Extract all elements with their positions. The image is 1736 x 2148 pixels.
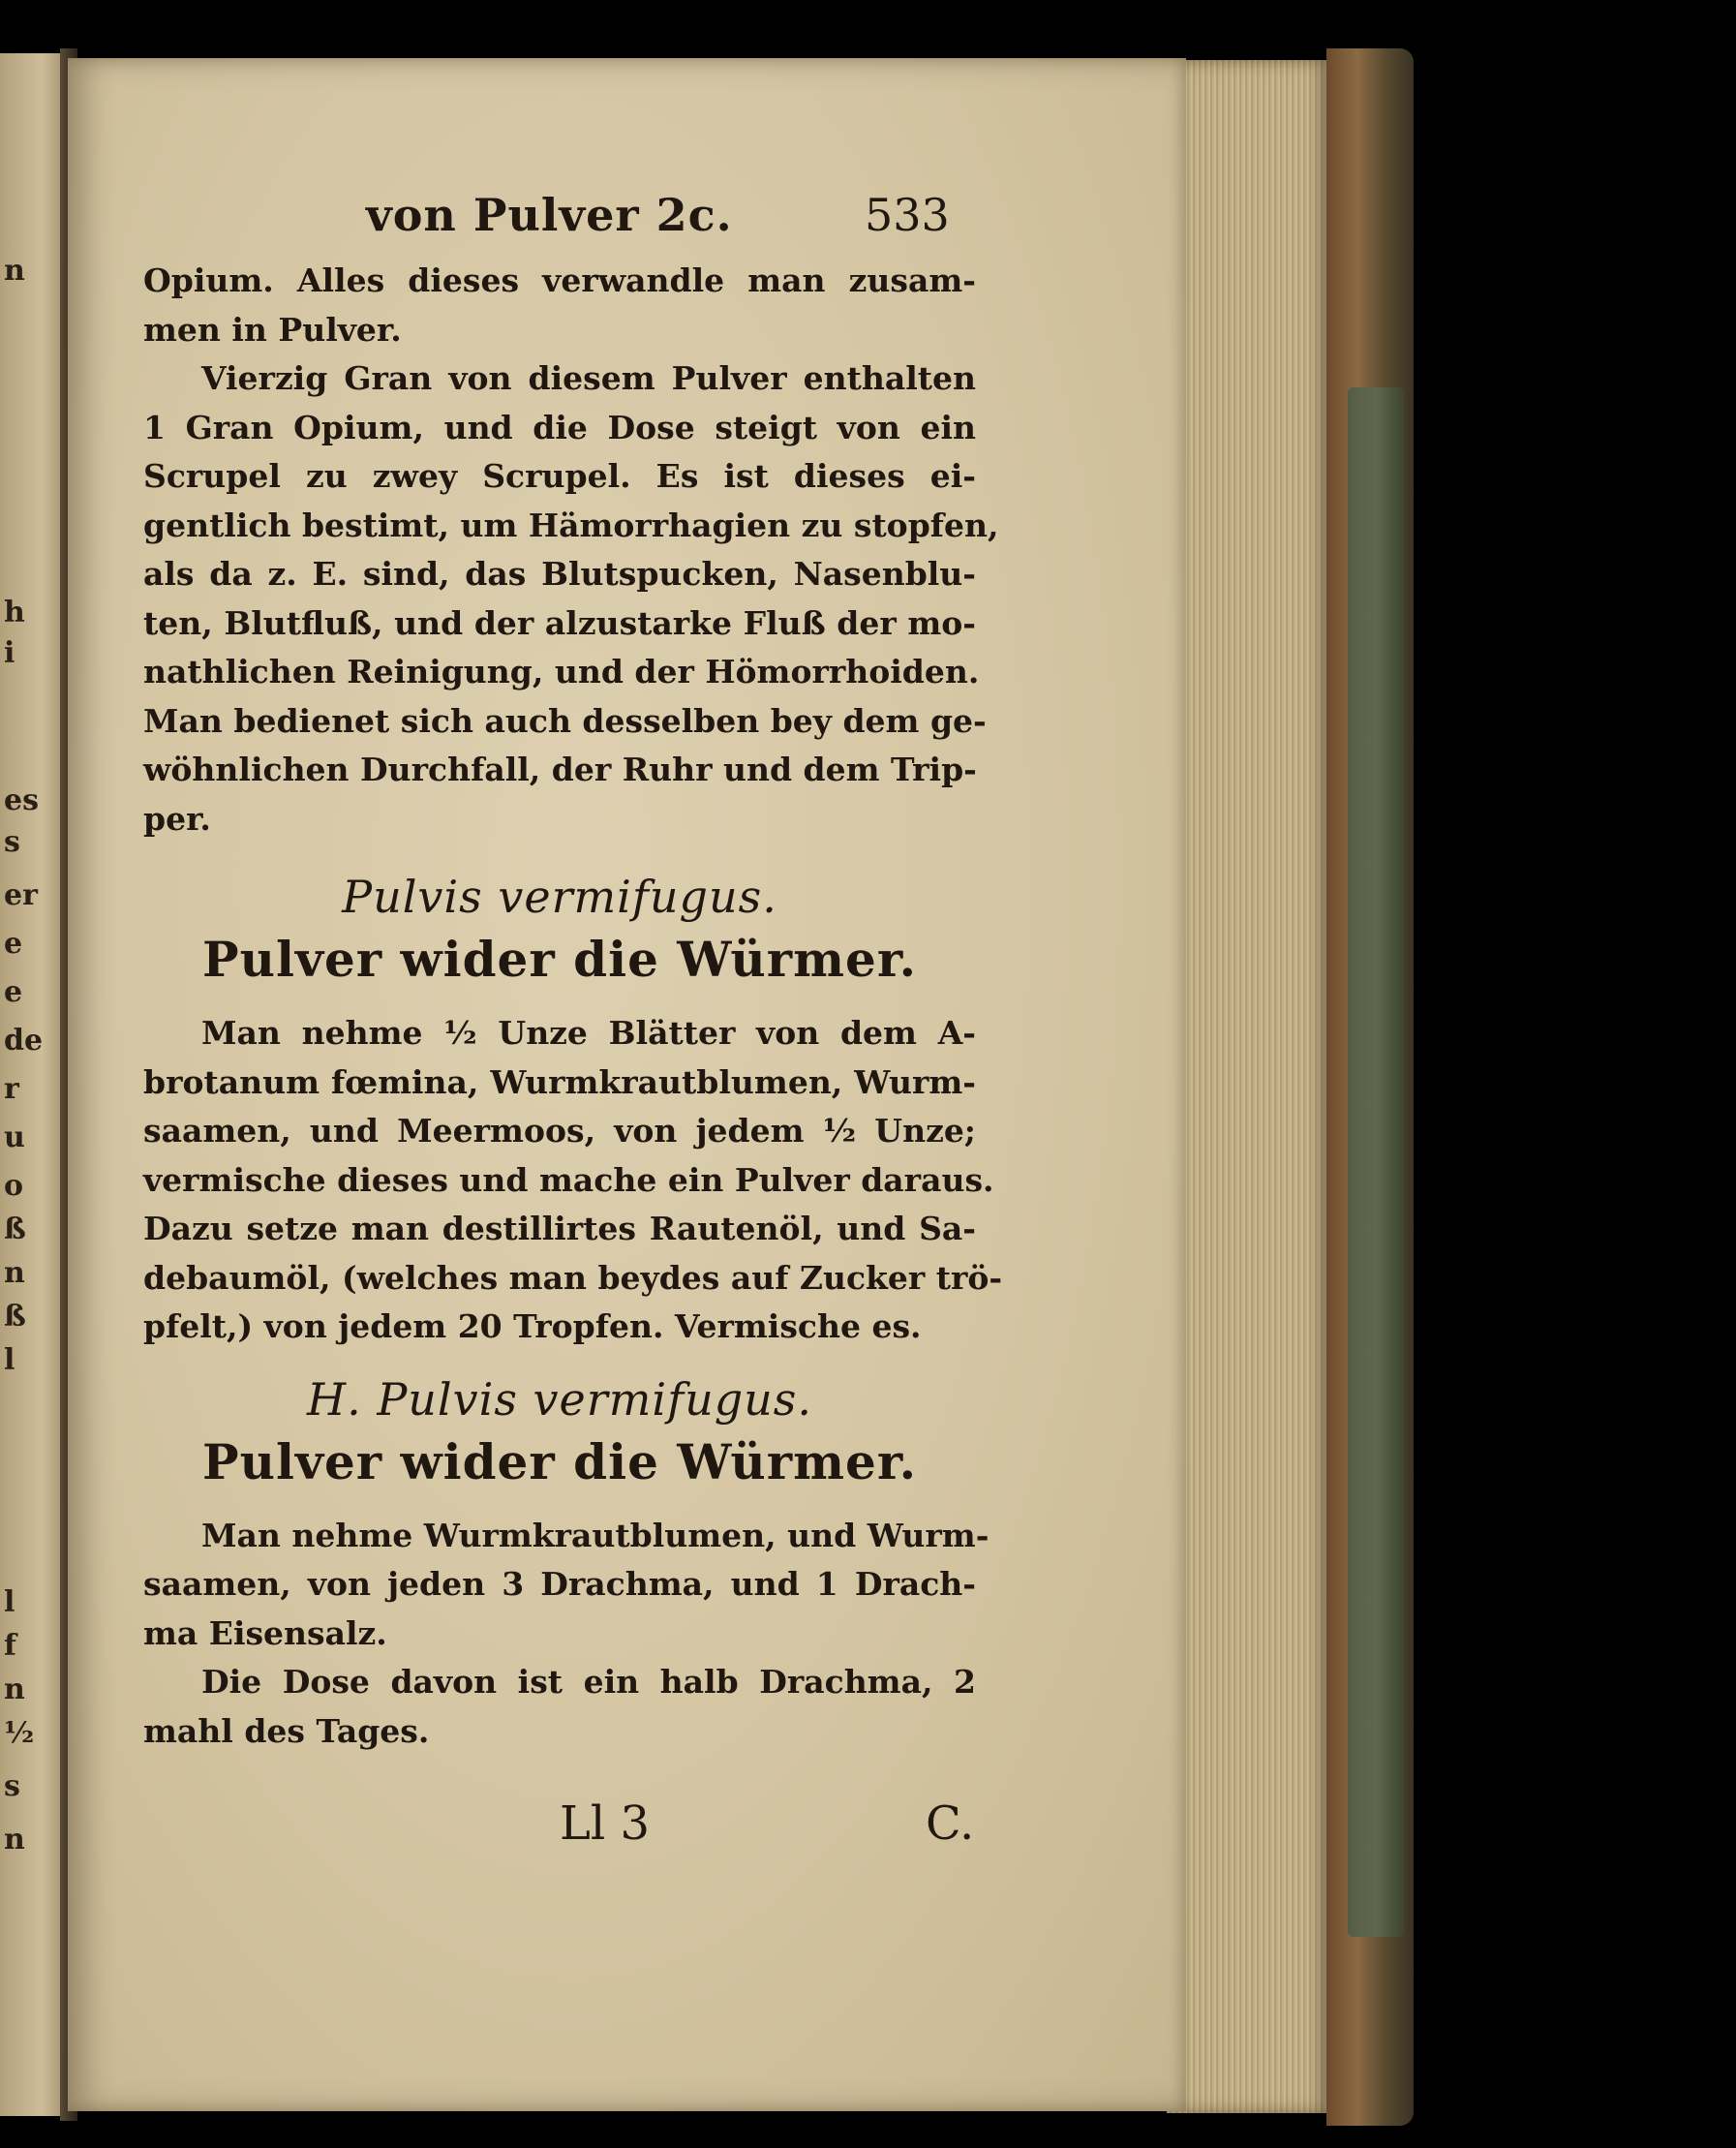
previous-page-fragment: f — [4, 1629, 16, 1663]
previous-page-fragment: n — [4, 1256, 25, 1290]
previous-page-fragment: h — [4, 596, 25, 629]
previous-page-fragment: r — [4, 1072, 19, 1106]
previous-page-fragment: l — [4, 1343, 15, 1377]
text-line: Man nehme ½ Unze Blätter von dem A- — [201, 1014, 976, 1052]
previous-page-fragment: ß — [4, 1300, 26, 1334]
text-line: Scrupel zu zwey Scrupel. Es ist dieses ei- — [143, 457, 976, 495]
text-line: Man nehme Wurmkrautblumen, und Wurm- — [201, 1516, 990, 1554]
paragraph-recipe-2 — [143, 1512, 990, 1757]
previous-page-fragment: o — [4, 1169, 24, 1203]
recipe-german-title: Pulver wider die Würmer. — [202, 931, 917, 988]
text-line: Opium. Alles dieses verwandle man zusam- — [143, 261, 976, 299]
text-line: Die Dose davon ist ein halb Drachma, 2 — [201, 1663, 976, 1701]
text-line: debaumöl, (welches man beydes auf Zucker trö- — [143, 1258, 1003, 1297]
text-line: wöhnlichen Durchfall, der Ruhr und dem Trip- — [143, 751, 977, 788]
page-footer — [143, 1796, 976, 1864]
previous-page-fragment: er — [4, 878, 38, 912]
text-line: saamen, von jeden 3 Drachma, und 1 Drach- — [143, 1565, 976, 1603]
page-text — [143, 189, 1003, 1864]
text-line: brotanum fœmina, Wurmkrautblumen, Wurm- — [143, 1062, 976, 1101]
text-line: Vierzig Gran von diesem Pulver enthalten — [201, 359, 976, 397]
text-line: gentlich bestimt, um Hämorrhagien zu stopfen, — [143, 506, 999, 544]
page-header — [143, 189, 976, 257]
text-line: vermische dieses und mache ein Pulver daraus. — [143, 1160, 994, 1199]
previous-page-fragment: u — [4, 1120, 25, 1154]
text-line: als da z. E. sind, das Blutspucken, Nasenblu- — [143, 555, 976, 593]
previous-page-fragment: n — [4, 254, 25, 288]
text-line: 1 Gran Opium, und die Dose steigt von ein — [143, 408, 976, 446]
text-line: Dazu setze man destillirtes Rautenöl, und Sa- — [143, 1210, 976, 1247]
previous-page-fragment: e — [4, 927, 23, 961]
text-line: saamen, und Meermoos, von jedem ½ Unze; — [143, 1112, 976, 1150]
text-line: men in Pulver. — [143, 310, 402, 349]
previous-page-fragment: l — [4, 1585, 15, 1619]
previous-page-fragment: ½ — [4, 1716, 35, 1750]
text-line: ten, Blutfluß, und der alzustarke Fluß der mo- — [143, 603, 976, 642]
text-line: nathlichen Reinigung, und der Hömorrhoiden. — [143, 653, 980, 690]
running-head: von Pulver 2c. — [366, 189, 733, 241]
previous-page-fragment: e — [4, 975, 23, 1009]
previous-page-fragment: de — [4, 1024, 44, 1058]
paragraph-recipe-1 — [143, 1009, 1003, 1352]
recipe-latin-title: Pulvis vermifugus. — [342, 871, 777, 923]
text-line: mahl des Tages. — [143, 1711, 430, 1750]
previous-page-fragment: es — [4, 783, 39, 817]
catchword: C. — [926, 1796, 975, 1851]
previous-page-fragment: n — [4, 1823, 25, 1856]
paragraph-opium — [143, 257, 976, 354]
text-line: Man bedienet sich auch desselben bey dem ge- — [143, 701, 987, 740]
recipe-latin-title: H. Pulvis vermifugus. — [306, 1372, 813, 1426]
text-line: ma Eisensalz. — [143, 1613, 387, 1652]
previous-page-fragment: s — [4, 1769, 20, 1803]
text-line: pfelt,) von jedem 20 Tropfen. Vermische es. — [143, 1307, 922, 1345]
previous-page-fragment: i — [4, 636, 15, 670]
signature-mark: Ll 3 — [560, 1796, 651, 1851]
recipe-german-title: Pulver wider die Würmer. — [202, 1432, 917, 1490]
page-block-edge — [1167, 60, 1331, 2113]
page-number: 533 — [865, 189, 950, 241]
previous-page-fragment: ß — [4, 1212, 26, 1246]
previous-page-fragment: s — [4, 825, 20, 859]
text-line: per. — [143, 799, 211, 838]
paragraph-dose — [143, 354, 999, 844]
cover-band — [1348, 387, 1404, 1937]
previous-page-fragment: n — [4, 1672, 25, 1706]
